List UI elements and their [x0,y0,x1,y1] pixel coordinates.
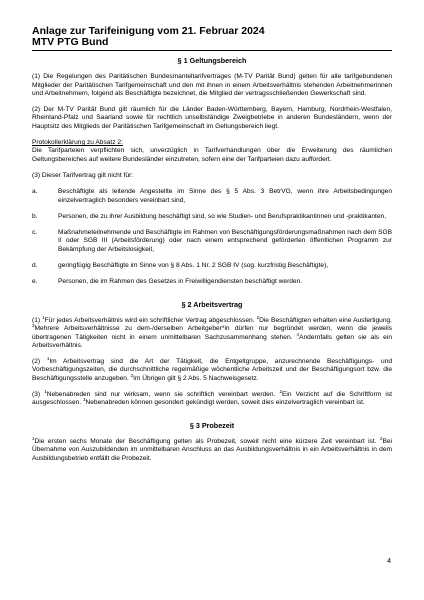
sentence-number: 3 [32,323,35,329]
paragraph-number: (1) [32,316,41,324]
list-item [32,213,392,221]
paragraph-s2-1 [32,314,392,350]
list-item-label: a. [32,188,38,196]
page-number: 4 [387,558,391,565]
sentence-number: 4 [296,331,300,337]
paragraph-number: (2) [32,358,41,366]
list-item-text: Beschäftigte als leitende Angestellte im Sinne des § 5 Abs. 3 BetrVG, wenn ihre Arbeitsbedingungen einzelvertraglich besonders vereinbart sind, [58,188,392,204]
sentence: Nebenabreden sind nur wirksam, wenn sie schriftlich vereinbart werden. [46,391,276,399]
list-item [32,262,392,270]
section-title-geltungsbereich: § 1 Geltungsbereich [177,56,247,65]
sentence-number: 1 [32,435,35,441]
sentence-number: 1 [46,356,50,362]
list-item-label: c. [32,229,38,237]
sentence: Im Übrigen gilt § 2 Abs. 5 Nachweisgesetz. [133,374,259,382]
paragraph-s2-3 [32,391,392,408]
sentence: Im Arbeitsvertrag sind die Art der Tätigkeit, die Entgeltgruppe, anzurechnende Beschäftigungs- und Vorbeschäftigungszeiten, die durchschnittliche regelmäßige wöchentliche Arbeitszeit und der Beschäftigungsort bzw. die Beschäftigungsstelle anzugeben. [32,358,392,382]
sentence-number: 1 [44,389,47,395]
paragraph-number: (3) [32,391,41,399]
sentence-number: 3 [82,397,86,403]
paragraph-s2-2 [32,358,392,383]
section-title-arbeitsvertrag: § 2 Arbeitsvertrag [181,299,243,309]
sentence-number: 1 [42,314,45,320]
header-subtitle: MTV PTG Bund [32,36,109,48]
sentence: Für jedes Arbeitsverhältnis wird ein schriftlicher Vertrag abgeschlossen. [44,316,255,324]
paragraph-s3 [32,435,392,463]
sentence: Die ersten sechs Monate der Beschäftigung gelten als Probezeit, soweit nicht eine kürzere Zeit vereinbart ist. [34,437,377,445]
protocol-note-title: Protokollerklärung zu Absatz 2: [32,139,123,147]
sentence-number: 2 [379,435,383,441]
sentence: Andernfalls gelten sie als ein Arbeitsverhältnis. [32,333,392,349]
section-title-probezeit: § 3 Probezeit [189,420,235,430]
sentence-number: 2 [130,372,134,378]
list-item [32,229,392,254]
list-item-label: d. [32,262,38,270]
sentence-number: 2 [279,389,282,395]
list-item [32,278,392,286]
list-item-text: geringfügig Beschäftigte im Sinne von § 8 Abs. 1 Nr. 2 SGB IV (sog. kurzfristig Beschäftigte), [58,262,329,270]
sentence: Bei Übernahme von Auszubildenden im unmittelbaren Anschluss an das Ausbildungsverhältnis in ein Arbeitsverhältnis in dem Ausbildungsbetrieb entfällt die Probezeit. [32,437,392,462]
sentence: Die Beschäftigten erhalten eine Ausfertigung. [259,316,392,324]
list-item-label: e. [32,278,38,286]
list-item-label: b. [32,212,38,220]
paragraph-s1-1: (1) Die Regelungen des Paritätischen Bundesmanteltarifvertrages (M-TV Parität Bund) gelten für alle tarifgebundenen Mitglieder der Paritätischen Tarifgemeinschaft und den mit ihnen in einem Arbeitsverhältnis stehenden Arbeitnehmerinnen und Arbeitnehmern, folgend als Beschäftigte bezeichnet, die Mitglied der vertragsschließenden Gewerkschaft sind. [32,73,392,97]
list-item-text: Maßnahmeteilnehmende und Beschäftigte im Rahmen von Beschäftigungsförderungsmaßnahmen nach dem SGB II oder SGB III (Arbeitsförderung) oder nach einem entsprechend geförderten öffentlichen Programm zur Bekämpfung der Arbeitslosigkeit, [58,229,392,253]
document-body [32,56,392,463]
header-title: Anlage zur Tarifeinigung vom 21. Februar 2024 [32,25,265,37]
sentence: Ein Verzicht auf die Schriftform ist ausgeschlossen. [32,391,392,407]
list-item-text: Personen, die im Rahmen des Gesetzes in Freiwilligendiensten beschäftigt werden. [58,278,303,286]
list-item [32,188,392,205]
sentence: Mehrere Arbeitsverhältnisse zu dem-/derselben Arbeitgeber*in dürfen nur begründet werden, wenn die jeweils übertragenen Tätigkeiten nicht in einem unmittelbaren Sachzusammenhang stehen. [32,325,392,341]
list-item-text: Personen, die zu ihrer Ausbildung beschäftigt sind, so wie Studien- und Berufspraktikantinnen und -praktikanten, [58,212,387,220]
protocol-note-text: Die Tarifparteien verpflichten sich, unverzüglich in Tarifverhandlungen über die Erweiterung des räumlichen Geltungsbereiches auf weitere Bundesländer einzutreten, sofern eine der Tarifparteien dazu auffordert. [32,147,392,163]
paragraph-s1-2: (2) Der M-TV Parität Bund gilt räumlich für die Länder Baden-Württemberg, Bayern, Hamburg, Nordrhein-Westfalen, Rheinland-Pfalz und Saarland sowie für rechtlich unselbständige Zweigbetriebe in anderen Bundesländern, wenn der Hauptsitz des Mitglieds der Paritätischen Tarifgemeinschaft im Geltungsbereich liegt. [32,106,392,130]
page-header [32,26,412,48]
header-divider [32,50,392,51]
sentence: Nebenabreden können gesondert gekündigt werden, soweit dies einzelvertraglich vereinbart ist. [85,399,365,407]
sentence-number: 2 [256,314,260,320]
paragraph-s1-3: (3) Dieser Tarifvertrag gilt nicht für: [32,171,134,179]
